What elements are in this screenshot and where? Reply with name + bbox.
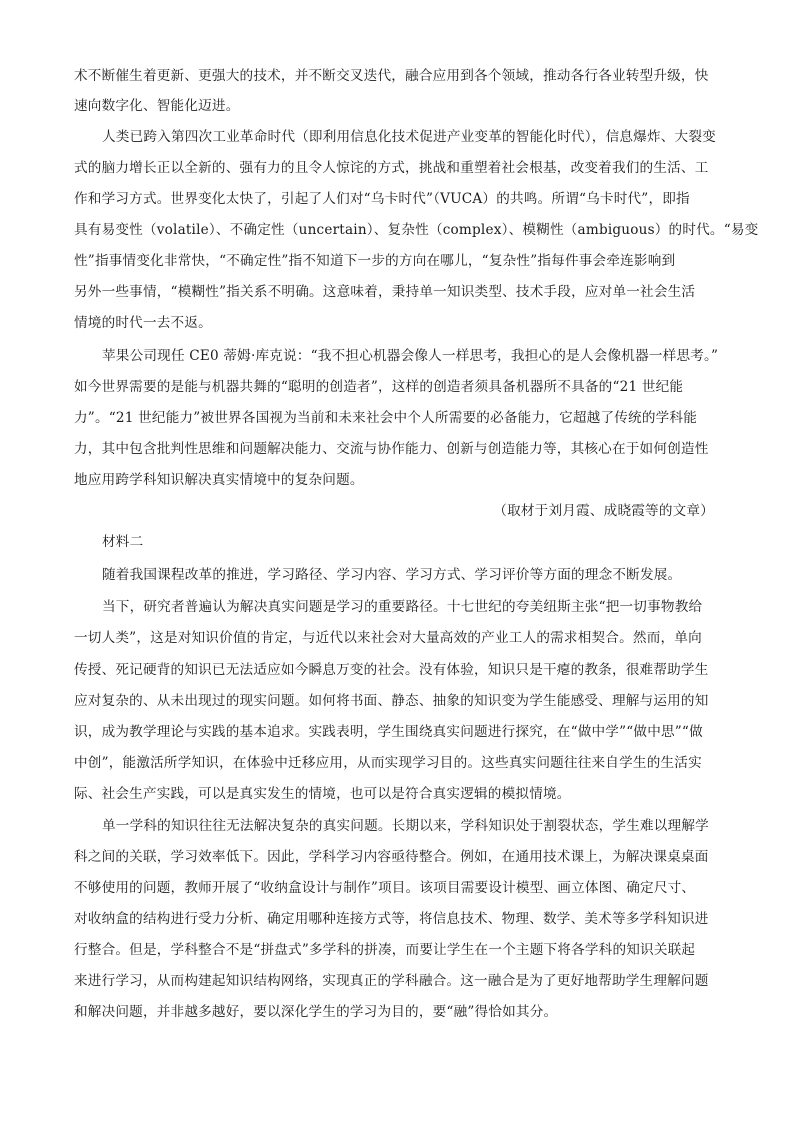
paragraph-line: 来进行学习，从而构建起知识结构网络，实现真正的学科融合。这一融合是为了更好地帮助学生理解问题 bbox=[74, 973, 709, 989]
source-citation: （取材于刘月霞、成晓霞等的文章） bbox=[493, 503, 714, 519]
paragraph-line: 力”。“21 世纪能力”被世界各国视为当前和未来社会中个人所需要的必备能力，它超越了传统的学科能 bbox=[74, 410, 698, 426]
paragraph-line: 人类已跨入第四次工业革命时代（即利用信息化技术促进产业变革的智能化时代），信息爆炸、大裂变 bbox=[102, 129, 716, 145]
paragraph-line: 随着我国课程改革的推进，学习路径、学习内容、学习方式、学习评价等方面的理念不断发展。 bbox=[102, 567, 682, 583]
paragraph-line: 和解决问题，并非越多越好，要以深化学生的学习为目的，要“融”得恰如其分。 bbox=[74, 1004, 558, 1020]
paragraph-line: 应对复杂的、从未出现过的现实问题。如何将书面、静态、抽象的知识变为学生能感受、理解与运用的知 bbox=[74, 693, 709, 709]
paragraph-line: 另外一些事情，“模糊性”指关系不明确。这意味着，秉持单一知识类型、技术手段，应对单一社会生活 bbox=[74, 284, 696, 300]
paragraph-line: 具有易变性（volatile）、不确定性（uncertain）、复杂性（complex）、模糊性（ambiguous）的时代。“易变 bbox=[74, 222, 759, 238]
paragraph-line: 力，其中包含批判性思维和问题解决能力、交流与协作能力、创新与创造能力等，其核心在于如何创造性 bbox=[74, 441, 709, 457]
paragraph-line: 作和学习方式。世界变化太快了，引起了人们对“乌卡时代”（VUCA）的共鸣。所谓“乌卡时代”，即指 bbox=[74, 191, 690, 207]
paragraph-line: 速向数字化、智能化迈进。 bbox=[74, 98, 240, 114]
paragraph-line: 情境的时代一去不返。 bbox=[74, 315, 212, 331]
section-heading: 材料二 bbox=[102, 534, 144, 550]
paragraph-line: 式的脑力增长正以全新的、强有力的且令人惊诧的方式，挑战和重塑着社会根基，改变着我们的生活、工 bbox=[74, 160, 709, 176]
paragraph-line: 科之间的关联，学习效率低下。因此，学科学习内容亟待整合。例如，在通用技术课上，为解决课桌桌面 bbox=[74, 849, 709, 865]
paragraph-line: 地应用跨学科知识解决真实情境中的复杂问题。 bbox=[74, 472, 364, 488]
paragraph-line: 中创”，能激活所学知识，在体验中迁移应用，从而实现学习目的。这些真实问题往往来自学生的生活实 bbox=[74, 755, 702, 771]
paragraph-line: 如今世界需要的是能与机器共舞的“聪明的创造者”，这样的创造者须具备机器所不具备的“21 世纪能 bbox=[74, 379, 684, 395]
paragraph-line: 对收纳盒的结构进行受力分析、确定用哪种连接方式等，将信息技术、物理、数学、美术等多学科知识进 bbox=[74, 911, 709, 927]
paragraph-line: 传授、死记硬背的知识已无法适应如今瞬息万变的社会。没有体验，知识只是干瘪的教条，很难帮助学生 bbox=[74, 662, 709, 678]
paragraph-line: 识，成为教学理论与实践的基本追求。实践表明，学生围绕真实问题进行探究，在“做中学”“做中思”“做 bbox=[74, 724, 703, 740]
paragraph-line: 苹果公司现任 CE0 蒂姆·库克说：“我不担心机器会像人一样思考，我担心的是人会像机器一样思考。” bbox=[102, 348, 719, 364]
paragraph-line: 行整合。但是，学科整合不是“拼盘式”多学科的拼凑，而要让学生在一个主题下将各学科的知识关联起 bbox=[74, 942, 696, 958]
paragraph-line: 性”指事情变化非常快，“不确定性”指不知道下一步的方向在哪儿，“复杂性”指每件事会牵连影响到 bbox=[74, 253, 676, 269]
paragraph-line: 当下，研究者普遍认为解决真实问题是学习的重要路径。十七世纪的夸美纽斯主张“把一切事物教给 bbox=[102, 599, 703, 615]
paragraph-line: 际、社会生产实践，可以是真实发生的情境，也可以是符合真实逻辑的模拟情境。 bbox=[74, 786, 571, 802]
paragraph-line: 术不断催生着更新、更强大的技术，并不断交叉迭代，融合应用到各个领域，推动各行各业转型升级，快 bbox=[74, 68, 709, 84]
paragraph-line: 单一学科的知识往往无法解决复杂的真实问题。长期以来，学科知识处于割裂状态，学生难以理解学 bbox=[102, 818, 709, 834]
paragraph-line: 不够使用的问题，教师开展了“收纳盒设计与制作”项目。该项目需要设计模型、画立体图、确定尺寸、 bbox=[74, 880, 696, 896]
paragraph-line: 一切人类”，这是对知识价值的肯定，与近代以来社会对大量高效的产业工人的需求相契合。然而，单向 bbox=[74, 630, 702, 646]
